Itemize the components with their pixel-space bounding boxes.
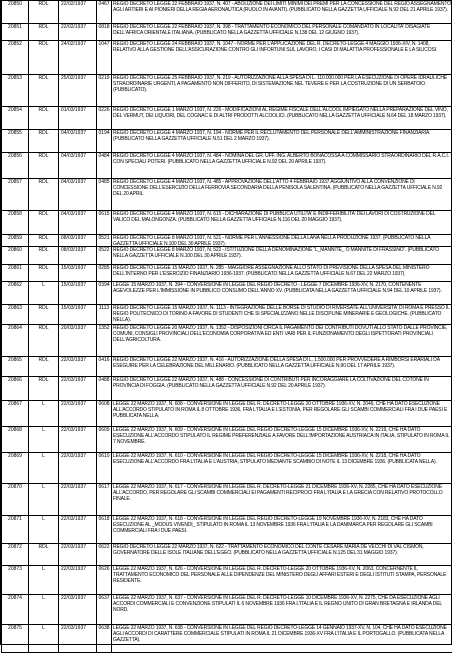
act-description-cell: REGIO DECRETO LEGGE 24 FEBBRAIO 1937, N. 1047 - NORME PER L'APPLICAZIONE DEL R. DECRETO-LEGGE 4 MAGGIO 1936-XIV, N. 1408, RELATIVO ALLA GESTIONE DELL'ASSICURAZIONE CONTRO GLI INFORTUNI SUL LAVORO, I CASI DI MALATTIA PROFESSIONALE E LA SILICOSI. [112, 41, 452, 75]
record-number-cell: 20875 [2, 625, 29, 653]
act-number-cell: 0638 [97, 625, 112, 653]
act-date-cell: 01/03/1937 [59, 107, 97, 130]
record-number-cell: 20867 [2, 401, 29, 427]
record-number-cell: 20862 [2, 282, 29, 305]
record-number-cell: 20860 [2, 247, 29, 265]
act-type-cell: L [29, 566, 59, 595]
act-number-cell: 0485 [97, 179, 112, 211]
act-type-cell: RDL [29, 377, 59, 401]
act-type-cell: RDL [29, 544, 59, 566]
act-number-cell: 0219 [97, 75, 112, 107]
act-date-cell: 22/03/1937 [59, 595, 97, 625]
table-row [2, 544, 452, 566]
act-description-cell: REGIO DECRETO LEGGE 22 FEBBRAIO 1937, N. 398 - TRATTAMENTO ECONOMICO DEL PERSONALE COMANDATO IN LOCALITA' DISAGIATE DELL'AFRICA ORIENTALE ITALIANA. (PUBBLICATO NELLA GAZZETTA UFFICIALE N.138 DEL 12 GIUGNO 1937). [112, 24, 452, 41]
act-description-cell: REGIO DECRETO LEGGE 4 MARZO 1937, N. 194 - NORME PER IL RECLUTAMENTO DEL PERSONALE DELL'AMMINISTRAZIONE FINANZIARIA. (PUBBLICATO NELLA GAZZETTA UFFICIALE N.51 DEL 2 MARZO 1937). [112, 130, 452, 153]
act-number-cell: 0637 [97, 595, 112, 625]
record-number-cell: 20853 [2, 75, 29, 107]
act-number-cell: 0522 [97, 247, 112, 265]
act-date-cell: 22/02/1937 [59, 1, 97, 24]
record-number-cell: 20850 [2, 1, 29, 24]
table-row [2, 235, 452, 247]
table-row [2, 305, 452, 325]
act-date-cell: 22/03/1937 [59, 484, 97, 516]
act-description-cell: REGIO DECRETO LEGGE 1 MARZO 1937, N. 226 - MODIFICAZIONI AL REGIME FISCALE DELL'ALCOOL IMPIEGATO NELLA PREPARAZIONE DEL VINO, DEL VERMUT, DEI LIQUORI, DEL COGNAC E DI ALTRI PRODOTTI ALCOOLICI. (PUBBLICATO NELLA GAZZETTA UFFICIALE N.64 DEL 18 MARZO 1937). [112, 107, 452, 130]
table-row [2, 265, 452, 282]
act-number-cell: 1352 [97, 325, 112, 357]
act-date-cell: 22/02/1937 [59, 24, 97, 41]
act-number-cell: 0617 [97, 484, 112, 516]
act-description-cell: LEGGE 22 MARZO 1937, N. 626 - CONVERSIONE IN LEGGE DEL R. DECRETO-LEGGE 20 OTTOBRE 1936-XV, N. 2063, CONCERNENTE IL TRATTAMENTO ECONOMICO DEL PERSONALE ALLE DIPENDENZE DEL MINISTERO DEGLI AFFARI ESTERI E DEGLI ISTITUTI STAMPA, PERSONALE RESIDENTE. [112, 566, 452, 595]
act-type-cell: L [29, 453, 59, 484]
act-number-cell: 0394 [97, 282, 112, 305]
record-number-cell: 20857 [2, 179, 29, 211]
record-number-cell: 20863 [2, 305, 29, 325]
act-number-cell: 0608 [97, 401, 112, 427]
act-type-cell: L [29, 484, 59, 516]
act-number-cell: 0622 [97, 544, 112, 566]
act-date-cell: 15/03/1937 [59, 305, 97, 325]
act-type-cell: RDL [29, 41, 59, 75]
act-date-cell: 15/03/1937 [59, 265, 97, 282]
act-type-cell: L [29, 595, 59, 625]
act-type-cell: RDL [29, 130, 59, 153]
act-number-cell: 0488 [97, 377, 112, 401]
act-date-cell: 04/03/1937 [59, 153, 97, 179]
table-row [2, 357, 452, 377]
act-description-cell: REGIO DECRETO LEGGE 8 MARZO 1937, N. 522 - ISTITUZIONE DELLA DENOMINAZIONE "L_MANNITE_ O MANNITE DI FRASSINO". (PUBBLICATO NELLA GAZZETTA UFFICIALE N.100 DEL 30 APRILE 1937). [112, 247, 452, 265]
act-date-cell: 04/03/1937 [59, 179, 97, 211]
table-row [2, 401, 452, 427]
act-number-cell: 0818 [97, 24, 112, 41]
act-type-cell: RDL [29, 75, 59, 107]
act-type-cell: RDL [29, 107, 59, 130]
act-description-cell: LEGGE 22 MARZO 1937, N. 618 - CONVERSIONE IN LEGGE DEL REGIO DECRETO-LEGGE 19 NOVEMBRE 1936-XV, N. 2183, CHE HA DATO ESECUZIONE AL _MODUS VIVENDI_ STIPULATO IN ROMA IL 13 NOVEMBRE 1936 FRA L'ITALIA E LA DANIMARCA PER REGOLARE GLI SCAMBI COMMERCIALI FRA I DUE PAESI. [112, 516, 452, 544]
act-description-cell: REGIO DECRETO LEGGE 15 MARZO 1937, N. 285 - MAGGIORE ASSEGNAZIONE ALLO STATO DI PREVISIONE DELLA SPESA DEL MINISTERO DELL'INTERNO PER L'ESERCIZIO FINANZIARIO 1936-1937. (PUBBLICATO NELLA GAZZETTA UFFICIALE N.67 DEL 22 MARZO 1937). [112, 265, 452, 282]
act-date-cell: 04/03/1937 [59, 130, 97, 153]
act-date-cell: 22/03/1937 [59, 625, 97, 653]
act-number-cell: 0226 [97, 107, 112, 130]
table-row [2, 484, 452, 516]
act-date-cell: 04/03/1937 [59, 211, 97, 235]
act-type-cell: L [29, 516, 59, 544]
record-number-cell: 20859 [2, 235, 29, 247]
record-number-cell: 20868 [2, 427, 29, 453]
act-type-cell: L [29, 427, 59, 453]
table-row [2, 453, 452, 484]
act-date-cell: 24/02/1937 [59, 41, 97, 75]
act-description-cell: LEGGE 22 MARZO 1937, N. 617 - CONVERSIONE IN LEGGE DEL R. DECRETO-LEGGE 21 DICEMBRE 1936-XV, N. 2285, CHE HA DATO ESECUZIONE ALL'ACCORDO, PER REGOLARE GLI SCAMBI COMMERCIALI EI PAGAMENTI RECIPROCI FRA L'ITALIA E LA GRECIA CON RELATIVO PROTOCOLLO FINALE. [112, 484, 452, 516]
record-number-cell: 20869 [2, 453, 29, 484]
act-description-cell: LEGGE 22 MARZO 1937, N. 638 - CONVERSIONE IN LEGGE DEL REGIO DECRETO-LEGGE 14 GENNAIO 1937-XV, N. 104, CHE HA DATO ESECUZIONE AGLI ACCORDI DI CARATTERE COMMERCIALE STIPULATI IN ROMA IL 21 DICEMBRE 1936-XV FRA L'ITALIA E IL PORTOGALLO. (PUBBLICATA NELLA GAZZETTA). [112, 625, 452, 653]
record-number-cell: 20854 [2, 107, 29, 130]
table-row [2, 153, 452, 179]
act-type-cell: L [29, 625, 59, 653]
act-date-cell: 20/03/1937 [59, 325, 97, 357]
act-number-cell: 0194 [97, 130, 112, 153]
act-number-cell: 0467 [97, 1, 112, 24]
act-description-cell: LEGGE 22 MARZO 1937, N. 610 - CONVERSIONE IN LEGGE DEL REGIO DECRETO-LEGGE 15 DICEMBRE 1936-XV, N. 2218, CHE HA DATO ESECUZIONE ALL'ACCORDO FRA L'ITALIA E L'AUSTRIA, STIPULATO MEDIANTE SCAMBIO DI NOTE IL 13 DICEMBRE 1936. (PUBBLICATA NELLA). [112, 453, 452, 484]
act-date-cell: 08/03/1937 [59, 247, 97, 265]
table-row [2, 595, 452, 625]
table-row [2, 377, 452, 401]
act-description-cell: REGIO DECRETO LEGGE 15 MARZO 1937, N. 1113 - INTEGRAZIONE DELLE BORSE DI STUDIO DI RIVERSATE ALL'UNIVERSITA' DI ROMA E PRESSO IL REGIO POLITECNICO DI TORINO A FAVORE DI STUDENTI CHE SI SPECIALIZZANO NELLE DISCIPLINE MINERARIE E GEOLOGICHE. (PUBBLICATO NELLA). [112, 305, 452, 325]
act-date-cell: 15/03/1937 [59, 282, 97, 305]
act-date-cell: 22/03/1937 [59, 544, 97, 566]
act-date-cell: 22/03/1937 [59, 401, 97, 427]
act-description-cell: REGIO DECRETO LEGGE 22 FEBBRAIO 1937, N. 407 - ABOLIZIONE DEI LIMITI MINIMI DEI PREMI PER LA CONCESSIONE DEL REGIO ASSEGNAMENTO AGLI ARTIERI E AI PIONIERI DELLA REGIA AERONAUTICA (RUOLO IN AVANTI). (PUBBLICATO NELLA GAZZETTA UFFICIALE N.92 DEL 21 APRILE 1937). [112, 1, 452, 24]
act-number-cell: 0521 [97, 235, 112, 247]
act-description-cell: REGIO DECRETO LEGGE 22 MARZO 1937, N. 488 - CONCESSIONE DI CONTRIBUTI PER INCORAGGIARE LA COLTIVAZIONE DEL COTONE IN PROVINCIA DI FOGGIA. (PUBBLICATO NELLA GAZZETTA UFFICIALE N.92 DEL 20 APRILE 1937). [112, 377, 452, 401]
law-index-table [1, 0, 452, 653]
table-row [2, 130, 452, 153]
table-row [2, 107, 452, 130]
act-description-cell: REGIO DECRETO LEGGE 20 MARZO 1937, N. 1352 - DISPOSIZIONI CIRCA IL PAGAMENTO DEI CONTRIBUTI DOVUTI ALLO STATO DALLE PROVINCIE, COMUNI, CONSIGLI PROVINCIALI DELL'ECONOMIA CORPORATIVA ED ENTI VARI PER IL FUNZIONAMENTO DEGLI ISPETTORATI PROVINCIALI DELL'AGRICOLTURA. [112, 325, 452, 357]
record-number-cell: 20858 [2, 211, 29, 235]
act-date-cell: 22/03/1937 [59, 566, 97, 595]
act-type-cell: RDL [29, 325, 59, 357]
act-number-cell: 0484 [97, 153, 112, 179]
act-type-cell: RDL [29, 305, 59, 325]
table-row [2, 625, 452, 653]
table-row [2, 516, 452, 544]
act-date-cell: 22/03/1937 [59, 453, 97, 484]
record-number-cell: 20866 [2, 377, 29, 401]
act-number-cell: 1047 [97, 41, 112, 75]
act-date-cell: 22/03/1937 [59, 357, 97, 377]
act-type-cell: RDL [29, 265, 59, 282]
act-description-cell: REGIO DECRETO LEGGE 25 FEBBRAIO 1937, N. 219 - AUTORIZZAZIONE ALLA SPESA DI L. 110.000.000 PER LA ESECUZIONE DI OPERE IDRAULICHE STRAORDINARIE URGENTI, A PAGAMENTO NON DIFFERITO, DI SISTEMAZIONE NEL TEVERE E PER LA COSTRUZIONE DI UN SERBATOIO. (PUBBLICATO). [112, 75, 452, 107]
act-date-cell: 08/03/1937 [59, 235, 97, 247]
act-description-cell: REGIO DECRETO LEGGE 8 MARZO 1937, N. 521 - NORME PER L'ANNESSIONE DELLA LANA NELLA PRODUZIONE 1937. (PUBBLICATO NELLA GAZZETTA UFFICIALE N.100 DEL 30 APRILE 1937). [112, 235, 452, 247]
act-type-cell: RDL [29, 247, 59, 265]
record-number-cell: 20861 [2, 265, 29, 282]
table-row [2, 41, 452, 75]
act-type-cell: L [29, 282, 59, 305]
act-type-cell: L [29, 401, 59, 427]
act-date-cell: 22/03/1937 [59, 427, 97, 453]
record-number-cell: 20865 [2, 357, 29, 377]
act-description-cell: LEGGE 22 MARZO 1937, N. 637 - CONVERSIONE IN LEGGE DEL R. DECRETO-LEGGE 10 DICEMBRE 1936-XV, N. 2275, CHE DA ESECUZIONE AGLI ACCORDI COMMERCIALI E CONVENZIONE STIPULATI IL 6 NOVEMBRE 1936 FRA L'ITALIA E IL REGNO UNITO DI GRAN BRETAGNA E IRLANDA DEL NORD. [112, 595, 452, 625]
act-description-cell: LEGGE 22 MARZO 1937, N. 608 - CONVERSIONE IN LEGGE DEL R. DECRETO-LEGGE 20 OTTOBRE 1936-XV, N. 2046, CHE HA DATO ESECUZIONE ALL'ACCORDO STIPULATO IN ROMA IL 8 OTTOBRE 1936, FRA L'ITALIA E L'ESTONIA, PER REGOLARE GLI SCAMBI COMMERCIALI FRA I DUE PAESI E PUBBLICATA NELLA. [112, 401, 452, 427]
act-type-cell: RDL [29, 153, 59, 179]
act-date-cell: 22/03/1937 [59, 377, 97, 401]
record-number-cell: 20855 [2, 130, 29, 153]
act-date-cell: 25/02/1937 [59, 75, 97, 107]
table-row [2, 1, 452, 24]
act-type-cell: RDL [29, 179, 59, 211]
table-row [2, 247, 452, 265]
act-number-cell: 0416 [97, 357, 112, 377]
act-number-cell: 0615 [97, 211, 112, 235]
record-number-cell: 20873 [2, 566, 29, 595]
act-number-cell: 0609 [97, 427, 112, 453]
table-row [2, 179, 452, 211]
act-number-cell: 0618 [97, 516, 112, 544]
law-index-table-body [2, 1, 452, 653]
table-row [2, 75, 452, 107]
act-description-cell: LEGGE 22 MARZO 1937, N. 609 - CONVERSIONE IN LEGGE DEL REGIO DECRETO-LEGGE 15 DICEMBRE 1936-XV, N. 2219, CHE HA DATO ESECUZIONE ALL'ACCORDO STIPULATO IL REGIME PREFERENZIALE A FAVORE DELL'IMPORTAZIONE AUSTRIACA IN ITALIA, STIPULATO IN ROMA IL 7 NOVEMBRE. [112, 427, 452, 453]
act-type-cell: RDL [29, 235, 59, 247]
act-number-cell: 1113 [97, 305, 112, 325]
record-number-cell: 20871 [2, 516, 29, 544]
act-type-cell: RDL [29, 211, 59, 235]
record-number-cell: 20872 [2, 544, 29, 566]
table-row [2, 282, 452, 305]
act-date-cell: 22/03/1937 [59, 516, 97, 544]
act-number-cell: 0626 [97, 566, 112, 595]
table-row [2, 427, 452, 453]
act-description-cell: REGIO DECRETO LEGGE 4 MARZO 1937, N. 485 - APPROVAZIONE DELL'ATTO 4 FEBBRAIO 1937 AGGIUNTIVO ALLA CONVENZIONE DI CONCESSIONE DELL'ESERCIZIO DELLA FERROVIA SECONDARIA DELLA PENISOLA SALENTINA. (PUBBLICATO NELLA GAZZETTA UFFICIALE N.92 DEL 20 APRIL [112, 179, 452, 211]
act-description-cell: LEGGE 15 MARZO 1937, N. 394 - CONVERSIONE IN LEGGE DEL REGIO DECRETO - LEGGE 7 DICEMBRE 1936-XV, N. 2170, CONTENENTE AGEVOLEZZE PER L'IMMISSIONE IN PUBBLICO CONSUMO DELL'ANNO XV. (PUBBLICATA NELLA GAZZETTA UFFICIALE N.94 DEL 10 APRILE 1937). [112, 282, 452, 305]
act-number-cell: 0610 [97, 453, 112, 484]
act-type-cell: RDL [29, 357, 59, 377]
record-number-cell: 20851 [2, 24, 29, 41]
table-row [2, 211, 452, 235]
act-description-cell: REGIO DECRETO LEGGE 22 MARZO 1937, N. 416 - AUTORIZZAZIONE DELLA SPESA DI L. 1.500.000 PER PROVVEDERE A RIMBORSI ERARIALI DA ESEGUIRE PER LA CELEBRAZIONE DEL MILLENARIO. (PUBBLICATO NELLA GAZZETTA UFFICIALE N.90 DEL 17 APRILE 1937). [112, 357, 452, 377]
record-number-cell: 20864 [2, 325, 29, 357]
record-number-cell: 20870 [2, 484, 29, 516]
act-type-cell: RDL [29, 24, 59, 41]
act-type-cell: RDL [29, 1, 59, 24]
act-description-cell: REGIO DECRETO LEGGE 4 MARZO 1937, N. 484 - NOMINA DEL GR. UFF. ING. ALBERTO BONACOSSA A COMMISSARIO STRAORDINARIO DEL R.A.C.I. CON SPECIALI POTERI. (PUBBLICATO NELLA GAZZETTA UFFICIALE N.92 DEL 20 APRILE 1937). [112, 153, 452, 179]
record-number-cell: 20852 [2, 41, 29, 75]
record-number-cell: 20856 [2, 153, 29, 179]
table-row [2, 325, 452, 357]
table-row [2, 24, 452, 41]
act-description-cell: REGIO DECRETO LEGGE 4 MARZO 1937, N. 615 - DICHIARAZIONE DI PUBBLICA UTILITA' E INDIFFERIBILITA' DEI LAVORI DI COSTRUZIONE DEL VALICO DEL MALONGONZA. (PUBBLICATO NELLA GAZZETTA UFFICIALE N.116 DEL 20 MAGGIO 1937). [112, 211, 452, 235]
act-description-cell: REGIO DECRETO LEGGE 22 MARZO 1937, N. 622 - TRATTAMENTO ECONOMICO DEL CONTE CESARE MARIA DE VECCHI DI VAL CISMON, GOVERNATORE DELLE ISOLE ITALIANE DELL'EGEO. (PUBBLICATO NELLA GAZZETTA UFFICIALE N.125 DEL 31 MAGGIO 1937). [112, 544, 452, 566]
record-number-cell: 20874 [2, 595, 29, 625]
table-row [2, 566, 452, 595]
act-number-cell: 0285 [97, 265, 112, 282]
